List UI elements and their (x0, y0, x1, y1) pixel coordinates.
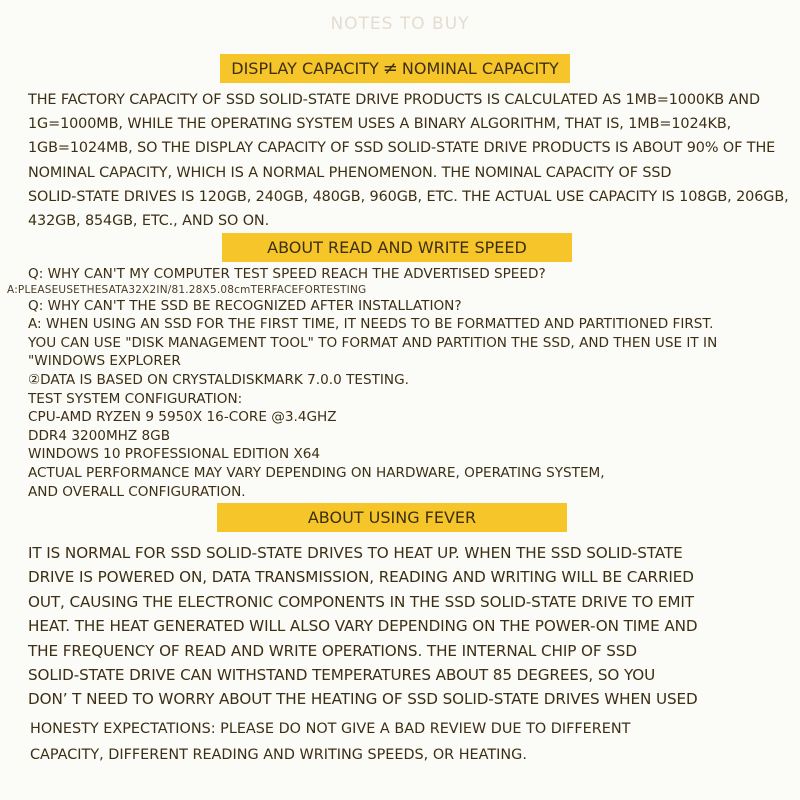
section-heading-using-fever: ABOUT USING FEVER (217, 503, 567, 532)
paragraph-line: HEAT. THE HEAT GENERATED WILL ALSO VARY DEPENDING ON THE POWER-ON TIME AND (28, 617, 698, 636)
paragraph-line: AND OVERALL CONFIGURATION. (28, 483, 246, 500)
paragraph-line: DRIVE IS POWERED ON, DATA TRANSMISSION, READING AND WRITING WILL BE CARRIED (28, 568, 694, 587)
paragraph-line: TEST SYSTEM CONFIGURATION: (28, 390, 243, 407)
section-heading-display-capacity (220, 54, 570, 83)
paragraph-line: Q: WHY CAN'T THE SSD BE RECOGNIZED AFTER INSTALLATION? (28, 297, 462, 314)
using-fever-paragraph (28, 541, 788, 712)
paragraph-line: Q: WHY CAN'T MY COMPUTER TEST SPEED REACH THE ADVERTISED SPEED? (28, 266, 546, 282)
paragraph-line: SOLID-STATE DRIVE CAN WITHSTAND TEMPERATURES ABOUT 85 DEGREES, SO YOU (28, 666, 656, 685)
section-heading-read-write-speed: ABOUT READ AND WRITE SPEED (222, 233, 572, 262)
heading-left-text: DISPLAY CAPACITY (231, 59, 379, 78)
paragraph-line: 1G=1000MB, WHILE THE OPERATING SYSTEM USES A BINARY ALGORITHM, THAT IS, 1MB=1024KB, (28, 116, 732, 133)
paragraph-line: HONESTY EXPECTATIONS: PLEASE DO NOT GIVE A BAD REVIEW DUE TO DIFFERENT (30, 721, 631, 737)
paragraph-line: 432GB, 854GB, ETC., AND SO ON. (28, 213, 270, 230)
paragraph-line: ACTUAL PERFORMANCE MAY VARY DEPENDING ON HARDWARE, OPERATING SYSTEM, (28, 464, 605, 481)
paragraph-line: IT IS NORMAL FOR SSD SOLID-STATE DRIVES TO HEAT UP. WHEN THE SSD SOLID-STATE (28, 544, 683, 562)
paragraph-line: DDR4 3200MHZ 8GB (28, 427, 171, 444)
not-equal-icon: ≠ (382, 58, 398, 79)
honesty-expectations-paragraph (30, 716, 790, 768)
paragraph-line: CAPACITY, DIFFERENT READING AND WRITING SPEEDS, OR HEATING. (30, 747, 527, 763)
paragraph-line: SOLID-STATE DRIVES IS 120GB, 240GB, 480GB, 960GB, ETC. THE ACTUAL USE CAPACITY IS 108GB, 206GB, (28, 188, 789, 205)
paragraph-line: WINDOWS 10 PROFESSIONAL EDITION X64 (28, 446, 321, 463)
paragraph-line: "WINDOWS EXPLORER (28, 353, 181, 370)
paragraph-line: A: WHEN USING AN SSD FOR THE FIRST TIME, IT NEEDS TO BE FORMATTED AND PARTITIONED FIRST. (28, 316, 714, 333)
paragraph-line: NOMINAL CAPACITY, WHICH IS A NORMAL PHENOMENON. THE NOMINAL CAPACITY OF SSD (28, 164, 672, 181)
paragraph-line: OUT, CAUSING THE ELECTRONIC COMPONENTS IN THE SSD SOLID-STATE DRIVE TO EMIT (28, 592, 694, 611)
paragraph-line: ②DATA IS BASED ON CRYSTALDISKMARK 7.0.0 TESTING. (28, 371, 409, 388)
paragraph-line: CPU-AMD RYZEN 9 5950X 16-CORE @3.4GHZ (28, 409, 337, 426)
paragraph-line: THE FACTORY CAPACITY OF SSD SOLID-STATE DRIVE PRODUCTS IS CALCULATED AS 1MB=1000KB AND (28, 92, 760, 108)
read-write-speed-paragraph (7, 265, 788, 501)
paragraph-line: 1GB=1024MB, SO THE DISPLAY CAPACITY OF SSD SOLID-STATE DRIVE PRODUCTS IS ABOUT 90% OF THE (28, 140, 776, 157)
page-title: NOTES TO BUY (330, 14, 470, 34)
heading-right-text: NOMINAL CAPACITY (401, 59, 559, 78)
paragraph-line: DON’ T NEED TO WORRY ABOUT THE HEATING OF SSD SOLID-STATE DRIVES WHEN USED (28, 690, 698, 709)
paragraph-line: THE FREQUENCY OF READ AND WRITE OPERATIONS. THE INTERNAL CHIP OF SSD (28, 641, 637, 660)
paragraph-line: YOU CAN USE "DISK MANAGEMENT TOOL" TO FORMAT AND PARTITION THE SSD, AND THEN USE IT IN (28, 334, 718, 351)
display-capacity-paragraph (28, 88, 788, 233)
paragraph-line-small: A:PLEASEUSETHESATA32X2IN/81.28X5.08cmTERFACEFORTESTING (7, 283, 367, 296)
